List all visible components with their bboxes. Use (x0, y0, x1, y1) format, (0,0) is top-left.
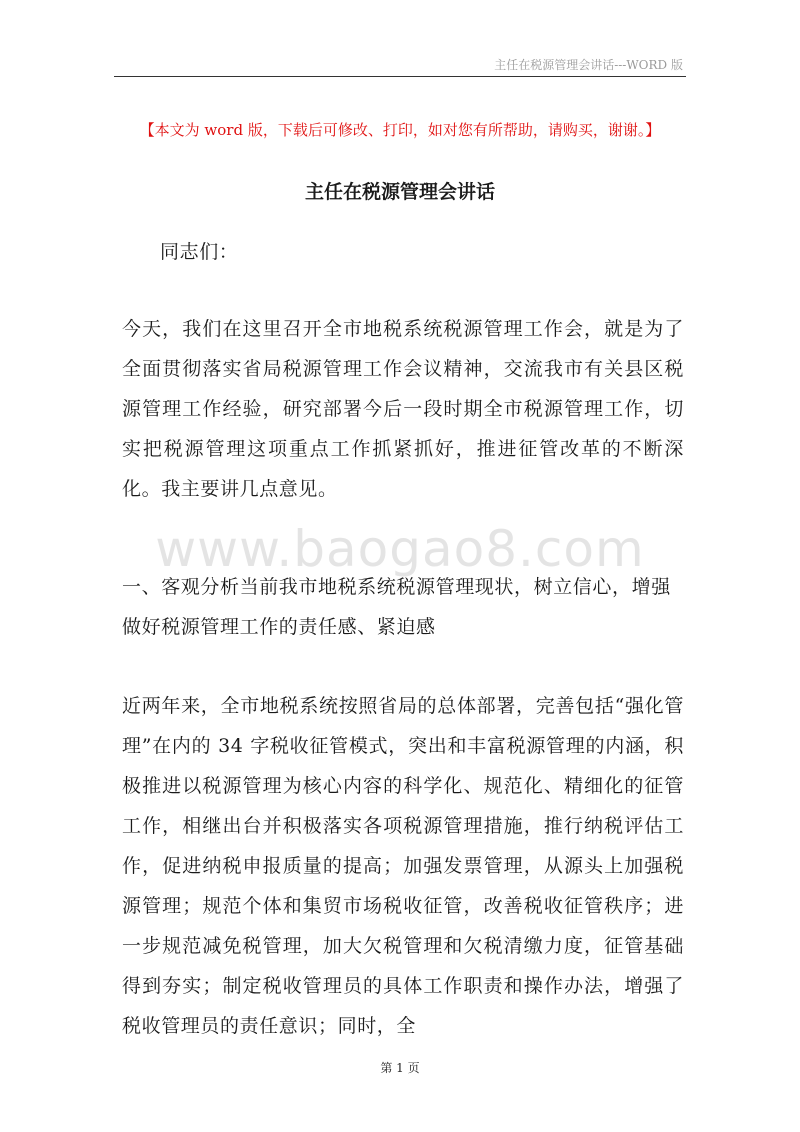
watermark: www.baogao8.com (155, 520, 645, 578)
section-heading-1: 一、客观分析当前我市地税系统税源管理现状，树立信心，增强做好税源管理工作的责任感、紧迫感 (122, 576, 671, 638)
download-notice: 【本文为 word 版，下载后可修改、打印，如对您有所帮助，请购买，谢谢。】 (139, 121, 661, 139)
greeting: 同志们： (160, 241, 239, 263)
running-header: 主任在税源管理会讲话---WORD 版 (494, 58, 683, 72)
paragraph-1: 今天，我们在这里召开全市地税系统税源管理工作会，就是为了全面贯彻落实省局税源管理工作会议精神，交流我市有关县区税源管理工作经验，研究部署今后一段时期全市税源管理工作，切实把税源管理这项重点工作抓紧抓好，推进征管改革的不断深化。我主要讲几点意见。 (122, 318, 684, 500)
page-number: 第 1 页 (380, 1061, 420, 1075)
paragraph-2: 近两年来，全市地税系统按照省局的总体部署，完善包括“强化管理”在内的 34 字税收征管模式，突出和丰富税源管理的内涵，积极推进以税源管理为核心内容的科学化、规范化、精细化的征管工作，相继出台并积极落实各项税源管理措施，推行纳税评估工作，促进纳税申报质量的提高；加强发票管理，从源头上加强税源管理；规范个体和集贸市场税收征管，改善税收征管秩序；进一步规范减免税管理，加大欠税管理和欠税清缴力度，征管基础得到夯实；制定税收管理员的具体工作职责和操作办法，增强了税收管理员的责任意识；同时，全 (122, 695, 684, 1037)
header-divider (114, 76, 686, 77)
document-title: 主任在税源管理会讲话 (304, 181, 495, 203)
